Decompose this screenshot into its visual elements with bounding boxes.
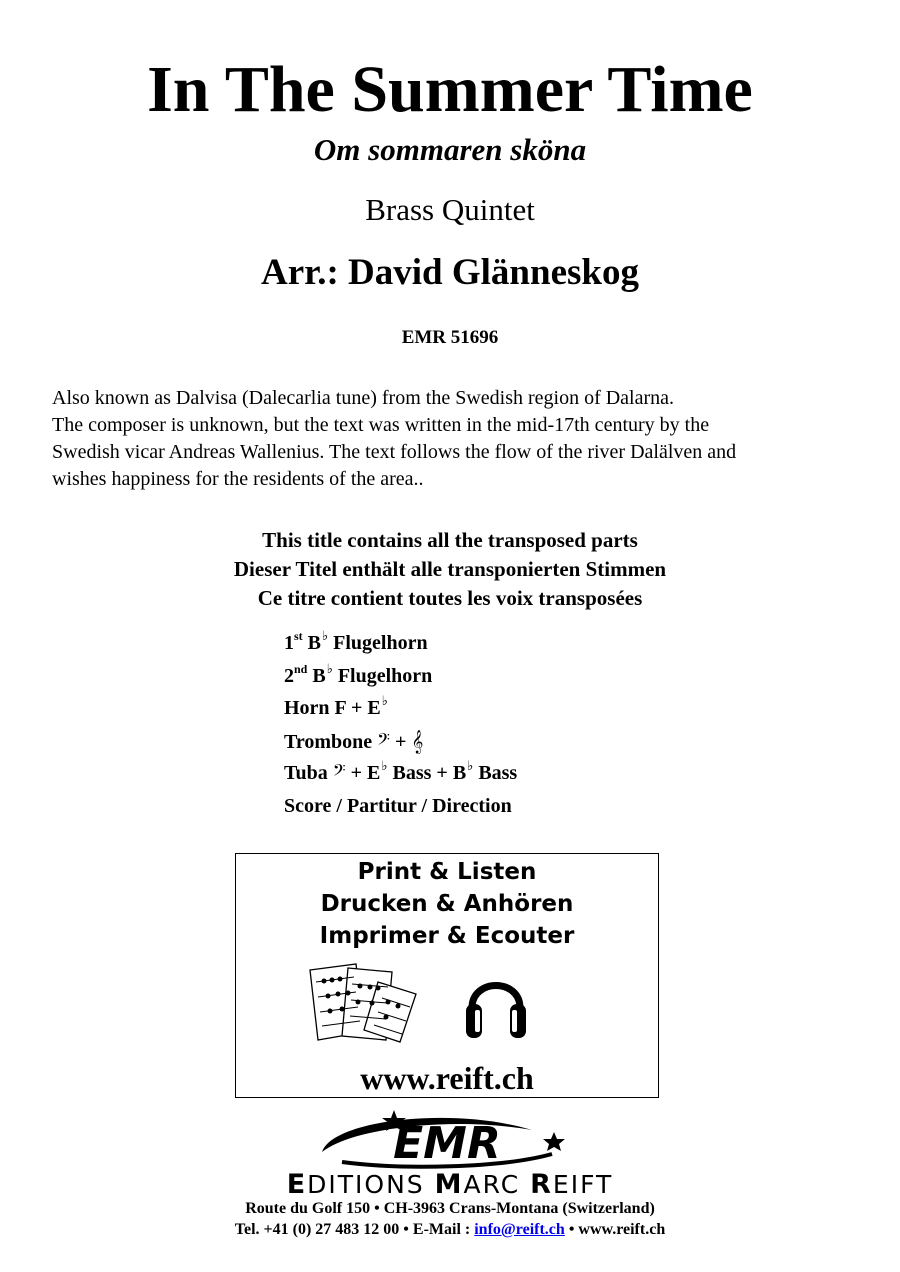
flat-icon: ♭ [322,628,329,643]
emr-logo [302,1106,592,1172]
bass-clef-icon: 𝄢 [332,760,346,784]
flat-icon: ♭ [467,758,474,773]
description-line: Also known as Dalvisa (Dalecarlia tune) from the Swedish region of Dalarna. [52,387,675,409]
catalog-number: EMR 51696 [401,327,499,348]
page-title: In The Summer Time [147,53,753,126]
headphones-icon [464,964,528,1044]
address-line: Route du Golf 150 • CH-3963 Crans-Montana (Switzerland) [245,1200,655,1217]
sheet-music-icon [308,962,420,1044]
flat-icon: ♭ [326,660,333,676]
description-line: wishes happiness for the residents of the area.. [52,468,424,490]
treble-clef-icon: 𝄞 [411,728,424,753]
description [52,385,852,493]
notice-line: Ce titre contient toutes les voix transposées [257,586,643,610]
part-item: 2nd B♭ Flugelhorn [284,660,433,687]
part-item: Trombone 𝄢 + 𝄞 [284,728,424,753]
logo-text: EMR [393,1118,501,1169]
publisher-address [0,1198,900,1240]
description-line: Swedish vicar Andreas Wallenius. The text follows the flow of the river Dalälven and [52,441,737,463]
part-item: Horn F + E♭ [284,693,388,719]
part-item: Tuba 𝄢 + E♭ Bass + B♭ Bass [284,758,518,784]
website-link[interactable]: www.reift.ch [360,1060,534,1096]
flat-icon: ♭ [381,758,388,773]
subtitle: Om sommaren sköna [313,132,587,167]
bass-clef-icon: 𝄢 [377,728,391,753]
email-link[interactable]: info@reift.ch [474,1221,565,1238]
part-item: 1st B♭ Flugelhorn [284,628,428,654]
notice-line: Dieser Titel enthält alle transponierten Stimmen [233,557,667,581]
notice-line: This title contains all the transposed parts [262,528,638,552]
transposed-parts-notice [0,526,900,613]
arranger: Arr.: David Glänneskog [261,252,639,293]
print-listen-box [235,853,659,1098]
description-line: The composer is unknown, but the text was written in the mid-17th century by the [52,414,710,436]
promo-line: Imprimer & Ecouter [319,923,575,949]
ensemble: Brass Quintet [365,192,535,227]
publisher-name: EDITIONS MARC REIFT [286,1169,614,1200]
part-item: Score / Partitur / Direction [284,794,512,817]
promo-line: Drucken & Anhören [320,891,574,917]
contact-line: Tel. +41 (0) 27 483 12 00 • E-Mail : info@reift.ch • www.reift.ch [234,1221,666,1238]
flat-icon: ♭ [381,693,388,708]
parts-list [284,628,517,821]
promo-line: Print & Listen [357,859,537,885]
